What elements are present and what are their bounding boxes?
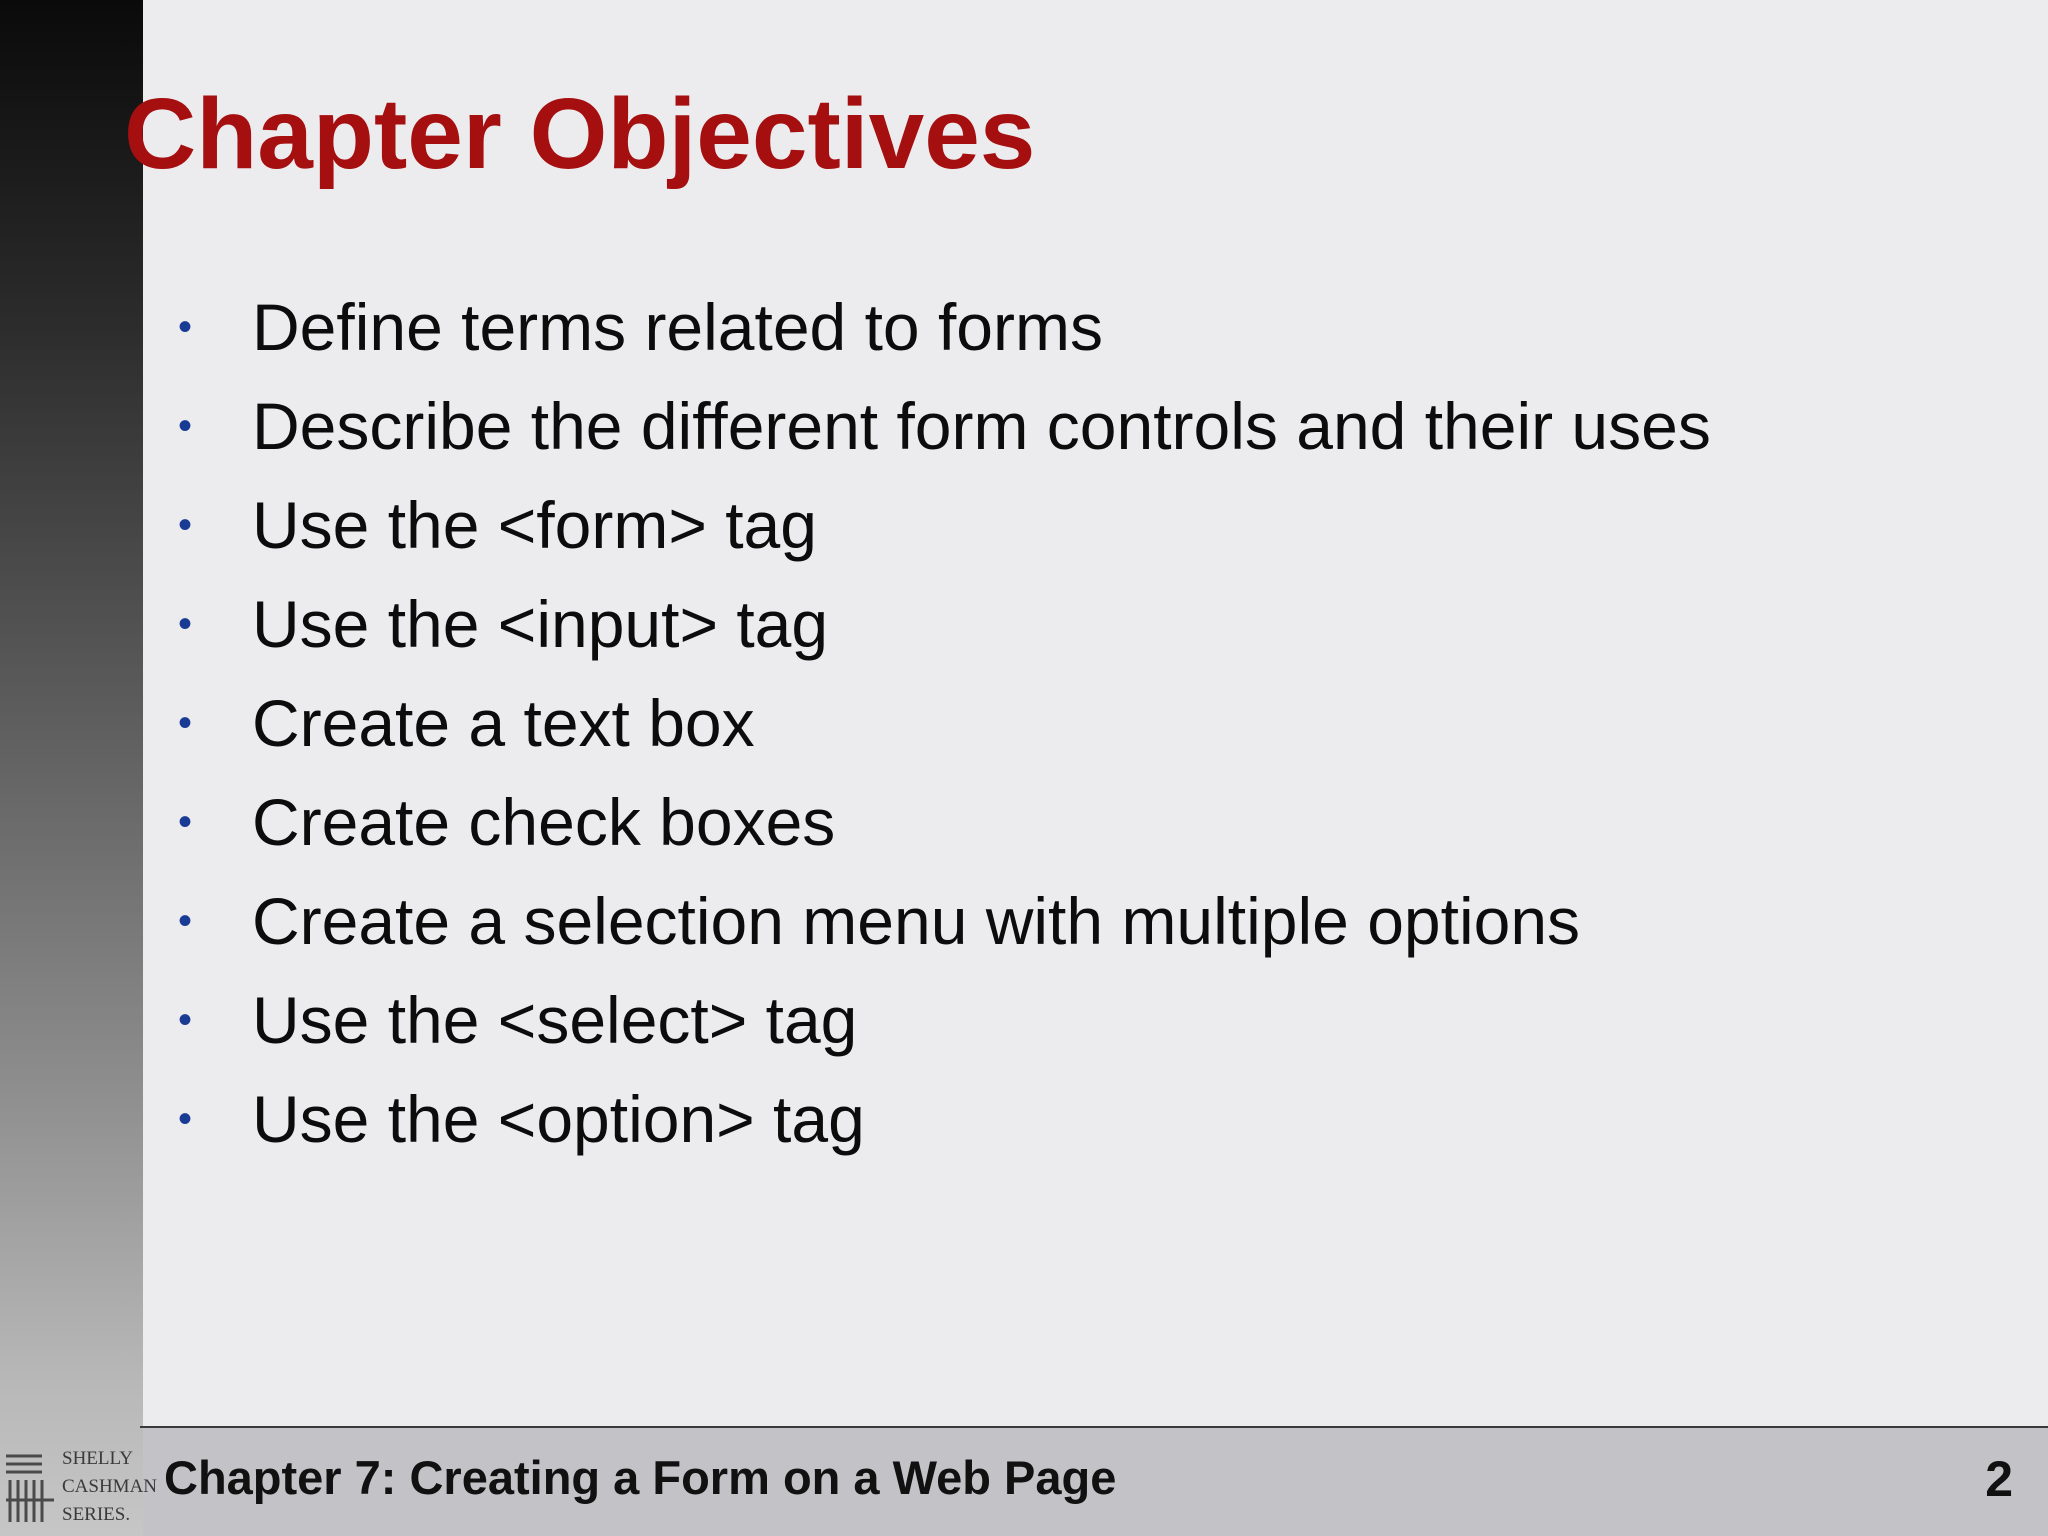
list-item-text: Use the <option> tag <box>252 1082 865 1156</box>
bullet-icon: • <box>178 602 193 646</box>
logo-line-2: CASHMAN <box>62 1476 158 1497</box>
page-number: 2 <box>1985 1451 2013 1507</box>
list-item-text: Create check boxes <box>252 785 836 859</box>
bullet-icon: • <box>178 800 193 844</box>
logo-mark-icon <box>2 1450 58 1532</box>
shelly-cashman-logo-icon <box>0 1446 158 1536</box>
list-item-text: Define terms related to forms <box>252 290 1103 364</box>
slide-title: Chapter Objectives <box>124 78 1036 190</box>
list-item-text: Use the <select> tag <box>252 983 858 1057</box>
bullet-icon: • <box>178 899 193 943</box>
slide-footer <box>143 1428 2048 1536</box>
bullet-icon: • <box>178 998 193 1042</box>
list-item-text: Create a selection menu with multiple options <box>252 884 1581 958</box>
footer-chapter-title: Chapter 7: Creating a Form on a Web Page <box>164 1451 1117 1504</box>
bullet-icon: • <box>178 404 193 448</box>
bullet-icon: • <box>178 1097 193 1141</box>
list-item-text: Use the <input> tag <box>252 587 829 661</box>
bullet-icon: • <box>178 305 193 349</box>
logo-line-3: SERIES. <box>62 1504 131 1525</box>
list-item-text: Create a text box <box>252 686 755 760</box>
list-item-text: Describe the different form controls and their uses <box>252 389 1711 463</box>
bullet-icon: • <box>178 503 193 547</box>
logo-line-1: SHELLY <box>62 1448 133 1469</box>
list-item-text: Use the <form> tag <box>252 488 817 562</box>
side-gradient-bar <box>0 0 143 1536</box>
bullet-icon: • <box>178 701 193 745</box>
